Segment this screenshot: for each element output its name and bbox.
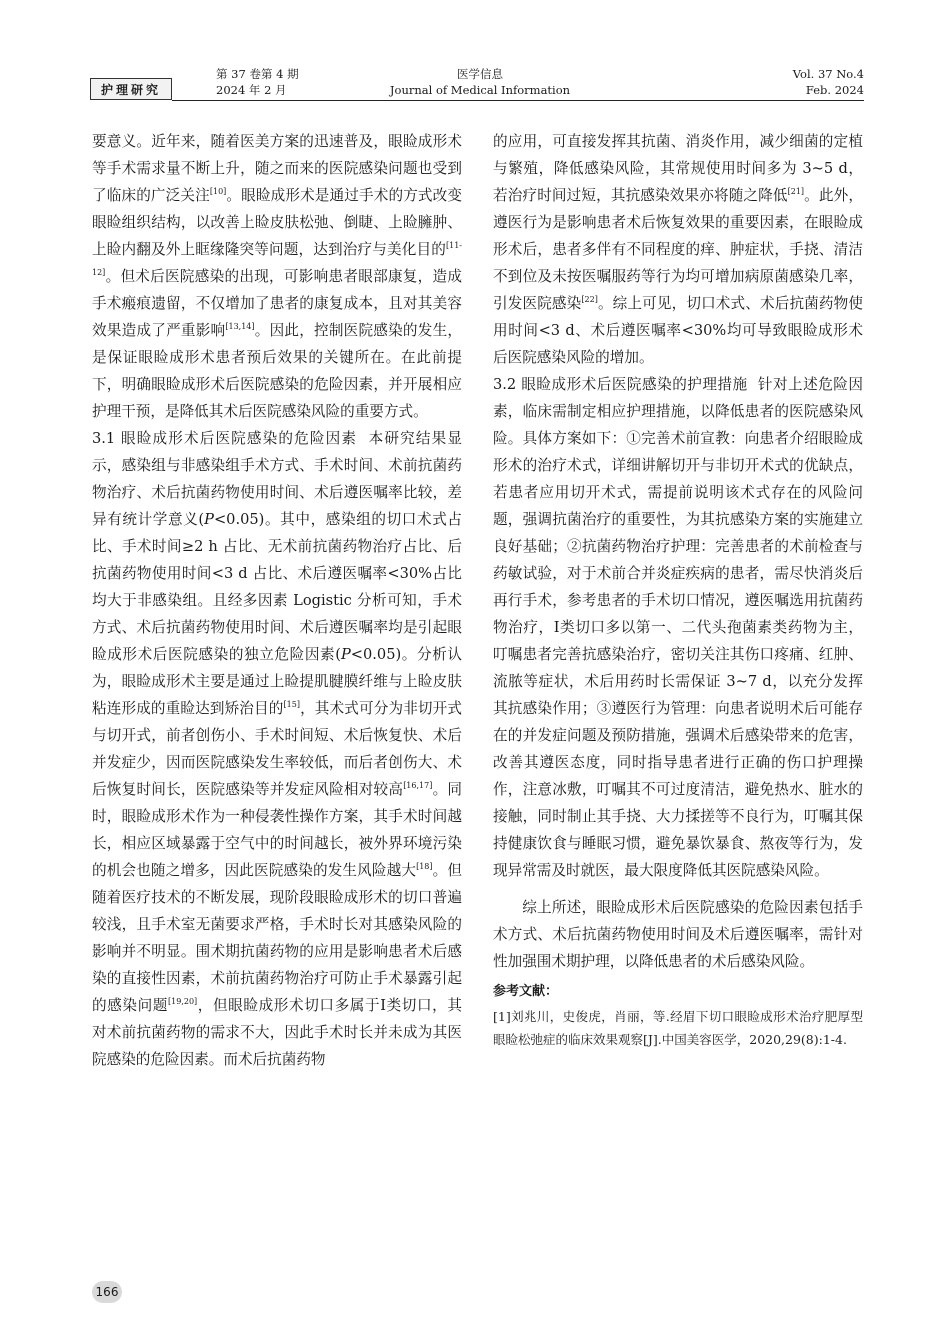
citation: [11-12] [92,241,462,278]
antibiotic-paragraph [493,128,863,371]
citation: [10] [209,187,227,197]
volume-cn: 第 37 卷第 4 期 [216,67,299,81]
header-rule [172,100,864,101]
text-run: 。此外，遵医行为是影响患者术后恢复效果的重要因素，在眼睑成形术后，患者多伴有不同程度的痒、肿症状，手挠、清洁不到位及未按医嘱服药等行为均可增加病原菌感染几率，引发医院感染 [493,187,863,312]
journal-title-block [370,66,590,98]
text-run: 。综上可见，切口术式、术后抗菌药物使用时间<3 d、术后遵医嘱率<30%均可导致眼睑成形术后医院感染风险的增加。 [493,295,863,366]
section-3-1-paragraph [92,425,462,1073]
volume-en: Vol. 37 No.4 [792,67,864,81]
text-run: 。但术后医院感染的出现，可影响患者眼部康复，造成手术瘢痕遗留，不仅增加了患者的康复成本，且对其美容效果造成了严重影响 [92,268,462,339]
text-run: <0.05)。分析认为，眼睑成形术主要是通过上睑提肌腱膜纤维与上睑皮肤粘连形成的重睑达到矫治目的 [92,646,462,717]
volume-cn-block [216,66,299,98]
intro-paragraph [92,128,462,425]
volume-en-block [793,66,864,98]
references-heading: 参考文献： [493,984,559,999]
journal-en: Journal of Medical Information [389,83,571,97]
p-symbol: P [204,511,214,528]
section-tag: 护理研究 [90,78,172,100]
citation: [21] [787,187,805,197]
page-header [90,64,864,102]
text-run: 要意义。近年来，随着医美方案的迅速普及，眼睑成形术等手术需求量不断上升，随之而来的医院感染问题也受到了临床的广泛关注 [92,133,462,204]
text-run: ，其术式可分为非切开式与切开式，前者创伤小、手术时间短、术后恢复快、术后并发症少，因而医院感染发生率较低，而后者创伤大、术后恢复时间长，医院感染等并发症风险相对较高 [92,700,462,798]
right-column [493,128,863,1051]
text-run: 的应用，可直接发挥其抗菌、消炎作用，减少细菌的定植与繁殖，降低感染风险，其常规使用时间多为 3~5 d，若治疗时间过短，其抗感染效果亦将随之降低 [493,133,863,204]
text-run: 。眼睑成形术是通过手术的方式改变眼睑组织结构，以改善上睑皮肤松弛、倒睫、上睑臃肿、上睑内翻及外上眶缘隆突等问题，达到治疗与美化目的 [92,187,462,258]
text-run: ，但眼睑成形术切口多属于Ⅰ类切口，其对术前抗菌药物的需求不大，因此手术时长并未成为其医院感染的危险因素。而术后抗菌药物 [92,997,462,1068]
citation: [16,17] [403,781,433,791]
left-column [92,128,462,1073]
text-run: 3.1 眼睑成形术后医院感染的危险因素 本研究结果显示，感染组与非感染组手术方式、手术时间、术前抗菌药物治疗、术后抗菌药物使用时间、术后遵医嘱率比较，差异有统计学意义( [92,430,462,528]
p-symbol: P [340,646,351,663]
citation: [13,14] [225,322,255,332]
date-en: Feb. 2024 [805,83,864,97]
date-cn: 2024 年 2 月 [216,83,287,97]
reference-item: [1]刘兆川，史俊虎，肖丽，等.经眉下切口眼睑成形术治疗肥厚型眼睑松弛症的临床效果观察[J].中国美容医学，2020,29(8):1-4. [493,1009,863,1047]
text-run: 。同时，眼睑成形术作为一种侵袭性操作方案，其手术时间越长，相应区域暴露于空气中的时间越长，被外界环境污染的机会也随之增多，因此医院感染的发生风险越大 [92,781,462,879]
text-run: 。因此，控制医院感染的发生，是保证眼睑成形术患者预后效果的关键所在。在此前提下，明确眼睑成形术后医院感染的危险因素，并开展相应护理干预，是降低其术后医院感染风险的重要方式。 [92,322,462,420]
text-run: 。但随着医疗技术的不断发展，现阶段眼睑成形术的切口普遍较浅，且手术室无菌要求严格，手术时长对其感染风险的影响并不明显。围术期抗菌药物的应用是影响患者术后感染的直接性因素，术前抗菌药物治疗可防止手术暴露引起的感染问题 [92,862,462,1014]
citation: [19,20] [168,997,198,1007]
citation: [15] [283,700,300,710]
citation: [18] [416,862,433,872]
text-run: <0.05)。其中，感染组的切口术式占比、手术时间≥2 h 占比、无术前抗菌药物治疗占比、后抗菌药物使用时间<3 d 占比、术后遵医嘱率<30%占比均大于非感染组。且经多因素 Logistic 分析可知，手术方式、术后抗菌药物使用时间、术后遵医嘱率均是引起眼睑成形术后医院感染的独立危险因素( [92,511,463,663]
page-number: 166 [92,1281,122,1303]
journal-cn: 医学信息 [457,67,503,81]
conclusion-paragraph: 综上所述，眼睑成形术后医院感染的危险因素包括手术方式、术后抗菌药物使用时间及术后遵医嘱率，需针对性加强围术期护理，以降低患者的术后感染风险。 [493,899,863,970]
citation: [22] [581,295,598,305]
section-3-2-paragraph: 3.2 眼睑成形术后医院感染的护理措施 针对上述危险因素，临床需制定相应护理措施，以降低患者的医院感染风险。具体方案如下：①完善术前宣教：向患者介绍眼睑成形术的治疗术式，详细讲解切开与非切开术式的优缺点，若患者应用切开术式，需提前说明该术式存在的风险问题，强调抗菌治疗的重要性，为其抗感染方案的实施建立良好基础；②抗菌药物治疗护理：完善患者的术前检查与药敏试验，对于术前合并炎症疾病的患者，需尽快消炎后再行手术，参考患者的手术切口情况，遵医嘱选用抗菌药物治疗，Ⅰ类切口多以第一、二代头孢菌素类药物为主，叮嘱患者完善抗感染治疗，密切关注其伤口疼痛、红肿、流脓等症状，术后用药时长需保证 3~7 d，以充分发挥其抗感染作用；③遵医行为管理：向患者说明术后可能存在的并发症问题及预防措施，强调术后感染带来的危害，改善其遵医态度，同时指导患者进行正确的伤口护理操作，注意冰敷，叮嘱其不可过度清洁，避免热水、脏水的接触，同时制止其手挠、大力揉搓等不良行为，叮嘱其保持健康饮食与睡眠习惯，避免暴饮暴食、熬夜等行为，发现异常需及时就医，最大限度降低其医院感染风险。 [493,376,863,879]
